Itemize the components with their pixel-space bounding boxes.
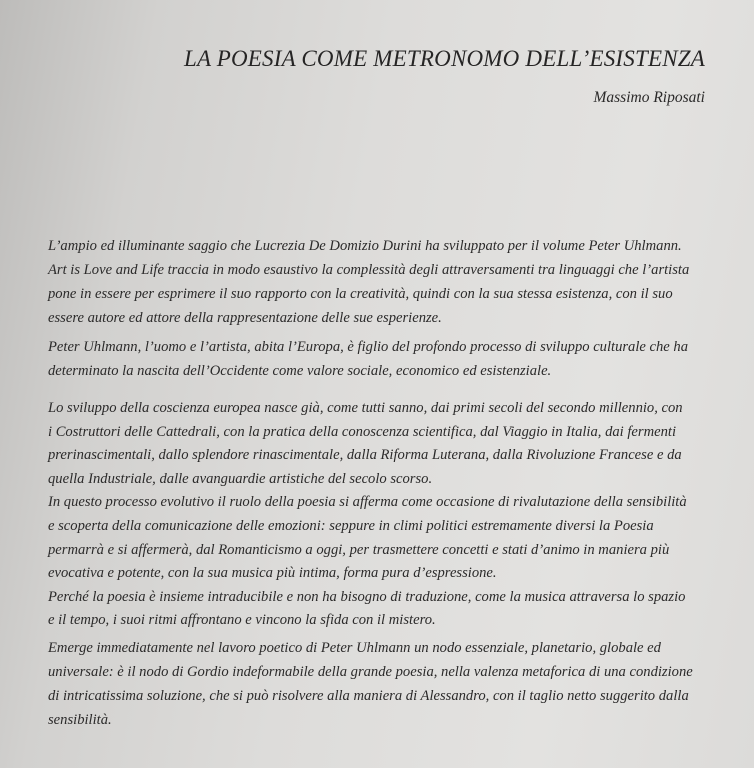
text-line: pone in essere per esprimere il suo rapporto con la creatività, quindi con la sua stessa esistenza, con il suo	[48, 286, 673, 302]
paragraph-3	[48, 397, 728, 633]
text-line: In questo processo evolutivo il ruolo della poesia si afferma come occasione di rivalutazione della sensibilità	[48, 494, 687, 511]
text-line: e il tempo, i suoi ritmi affrontano e vincono la sfida con il mistero.	[48, 612, 436, 629]
paragraph-2	[48, 335, 728, 383]
text-line: Lo sviluppo della coscienza europea nasce già, come tutti sanno, dai primi secoli del secondo millennio, con	[48, 400, 683, 416]
text-line: universale: è il nodo di Gordio indeformabile della grande poesia, nella valenza metaforica di una condizione	[48, 664, 693, 680]
text-line: i Costruttori delle Cattedrali, con la pratica della conoscenza scientifica, dal Viaggio in Italia, dai fermenti	[48, 423, 677, 440]
text-line: Perché la poesia è insieme intraducibile e non ha bisogno di traduzione, come la musica attraversa lo spazio	[48, 588, 686, 605]
article-author: Massimo Riposati	[593, 89, 705, 106]
text-line: Emerge immediatamente nel lavoro poetico di Peter Uhlmann un nodo essenziale, planetario, globale ed	[48, 640, 661, 656]
text-line: e scoperta della comunicazione delle emozioni: seppure in climi politici estremamente diversi la Poesia	[48, 517, 654, 534]
article-title: LA POESIA COME METRONOMO DELL’ESISTENZA	[183, 46, 705, 71]
text-line: prerinascimentali, dallo splendore rinascimentale, dalla Riforma Luterana, dalla Rivoluzione Francese e da	[48, 447, 682, 464]
text-line: Peter Uhlmann, l’uomo e l’artista, abita l’Europa, è figlio del profondo processo di sviluppo culturale che ha	[48, 339, 689, 355]
text-line: essere autore ed attore della rappresentazione delle sue esperienze.	[48, 310, 442, 326]
text-line: determinato la nascita dell’Occidente come valore sociale, economico ed esistenziale.	[48, 363, 552, 379]
text-line: permarrà e si affermerà, dal Romanticismo a oggi, per trasmettere concetti e stati d’animo in maniera più	[48, 541, 670, 558]
paragraph-1	[48, 234, 728, 330]
text-line: di intricatissima soluzione, che si può risolvere alla maniera di Alessandro, con il taglio netto suggerito dalla	[48, 688, 689, 704]
text-line: Art is Love and Life traccia in modo esaustivo la complessità degli attraversamenti tra linguaggi che l’artista	[48, 262, 690, 278]
text-line: evocativa e potente, con la sua musica più intima, forma pura d’espressione.	[48, 565, 497, 582]
text-line: quella Industriale, dalle avanguardie artistiche del secolo scorso.	[48, 470, 433, 487]
text-line: sensibilità.	[48, 712, 112, 728]
paragraph-4	[48, 636, 728, 732]
text-line: L’ampio ed illuminante saggio che Lucrezia De Domizio Durini ha sviluppato per il volume Peter Uhlmann.	[48, 238, 682, 254]
